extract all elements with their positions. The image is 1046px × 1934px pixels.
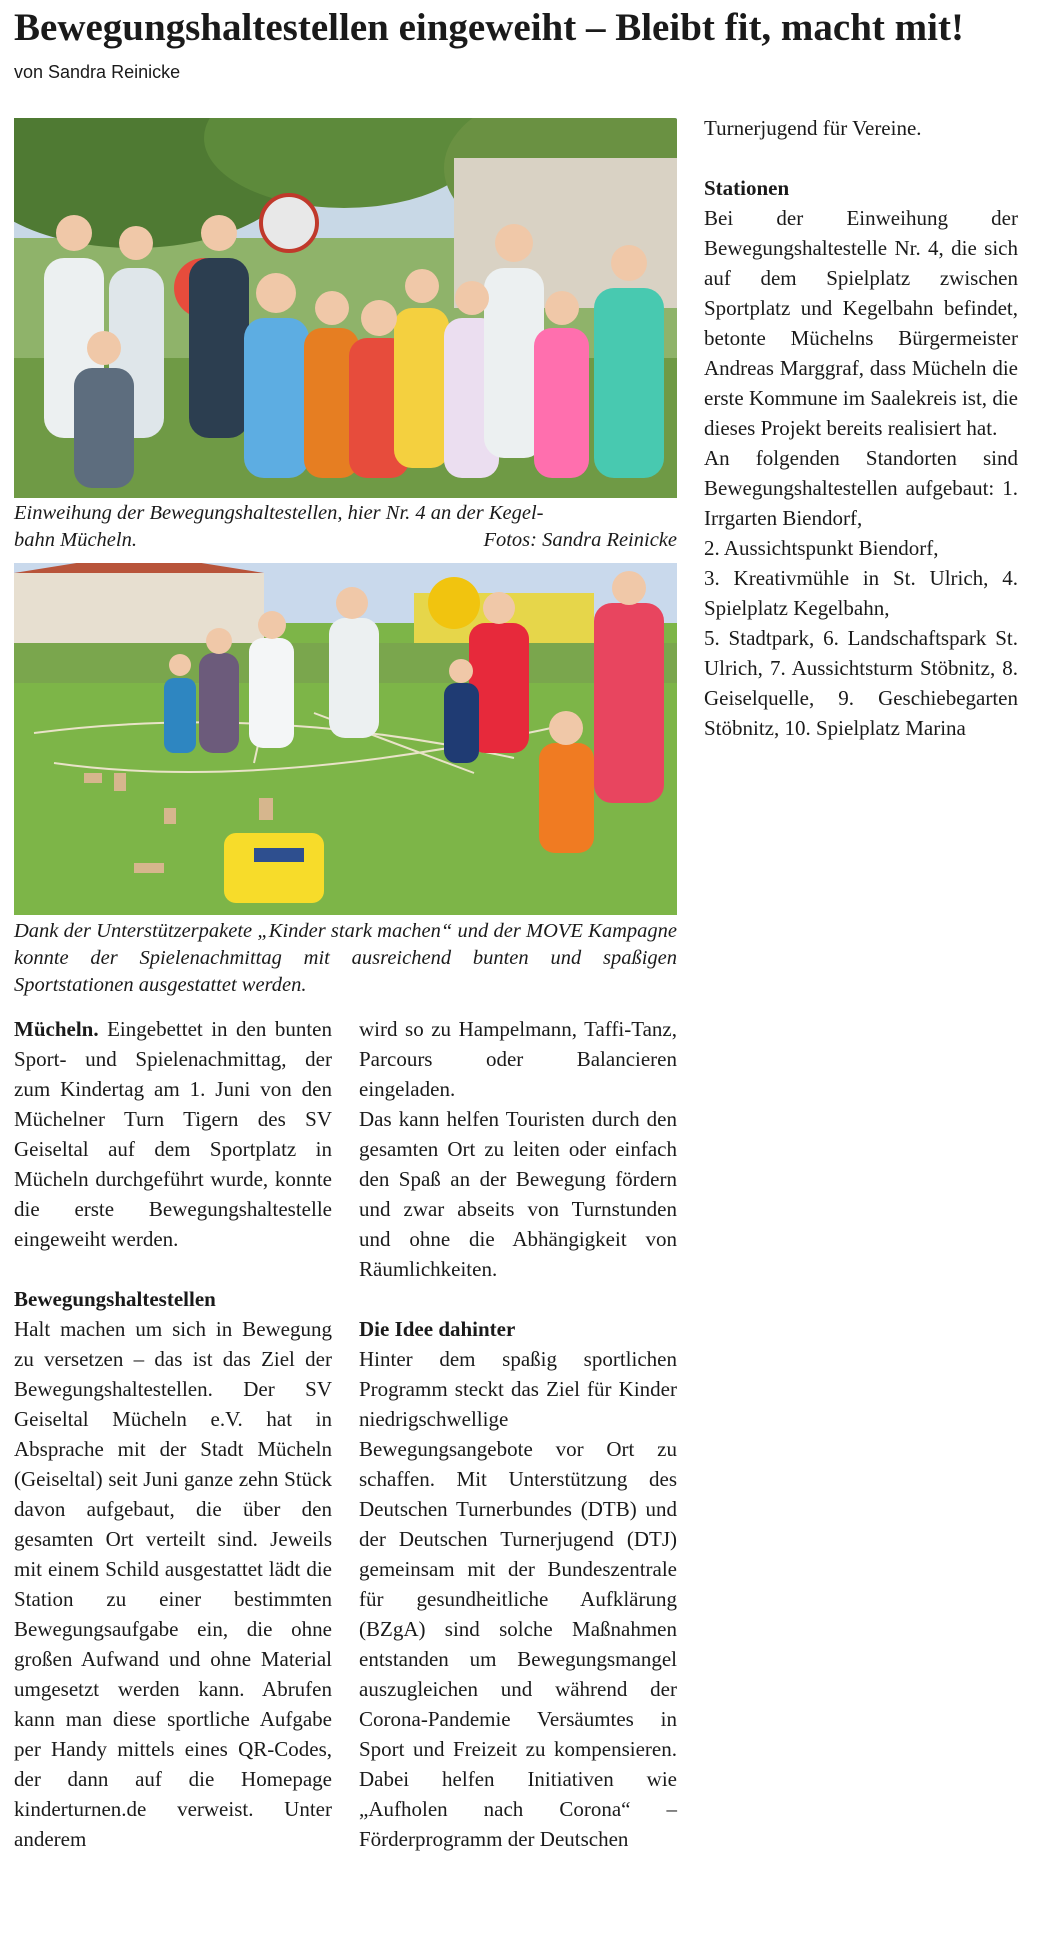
paragraph-locations-intro: An folgenden Standorten sind Bewegungshaltestellen aufgebaut: 1. Irrgarten Biendorf, <box>704 446 1018 530</box>
section-body-idee: Hinter dem spaßig sportlichen Programm steckt das Ziel für Kinder niedrigschwellige Bewegungsangebote vor Ort zu schaffen. Mit Unterstützung des Deutschen Turnerbundes (DTB) und der Deutschen Turnerjugend (DTJ) gemeinsam mit der Bundeszentrale für gesundheitliche Aufklärung (BZgA) sind solche Maßnahmen entstanden um Bewegungsmangel auszugleichen und während der Corona-Pandemie Versäumtes in Sport und Freizeit zu kompensieren. Dabei helfen Initiativen wie „Aufholen nach Corona“ – Förderprogramm der Deutschen <box>359 1347 677 1851</box>
photo1-caption-line1: Einweihung der Bewegungshaltestellen, hier Nr. 4 an der Kegel- <box>14 502 544 524</box>
section-heading-idee: Die Idee dahinter <box>359 1317 516 1341</box>
section-heading-stationen: Stationen <box>704 176 790 200</box>
paragraph-inauguration: Bei der Einweihung der Bewegungshaltestelle Nr. 4, die sich auf dem Spielplatz zwischen Sportplatz und Kegelbahn befindet, betonte Müchelns Bürgermeister Andreas Marggraf, dass Mücheln die erste Kommune im Saalekreis ist, die dieses Projekt bereits realisiert hat. <box>704 206 1018 440</box>
paragraph-tourists: Das kann helfen Touristen durch den gesamten Ort zu leiten oder einfach den Spaß an der Bewegung fördern und zwar abseits von Turnstunden und ohne die Abhängigkeit von Räumlichkeiten. <box>359 1107 677 1281</box>
photo1-caption <box>14 500 677 554</box>
photo-credit: Fotos: Sandra Reinicke <box>483 529 677 551</box>
intro-paragraph <box>14 1014 332 1254</box>
section-body-bewegungshaltestellen: Halt machen um sich in Bewegung zu versetzen – das ist das Ziel der Bewegungshaltestellen. Der SV Geiseltal Mücheln e.V. hat in Absprache mit der Stadt Mücheln (Geiseltal) seit Juni ganze zehn Stück davon aufgebaut, die über den gesamten Ort verteilt sind. Jeweils mit einem Schild ausgestattet lädt die Station zu einer bestimmten Bewegungsaufgabe ein, die ohne großen Aufwand und ohne Material umgesetzt werden kann. Abrufen kann man diese sportliche Aufgabe per Handy mittels eines QR-Codes, der dann auf die Homepage kinderturnen.de verweist. Unter anderem <box>14 1317 332 1851</box>
field-games-photo <box>14 563 677 915</box>
article-byline: von Sandra Reinicke <box>14 62 181 82</box>
section-heading-bewegungshaltestellen: Bewegungshaltestellen <box>14 1287 216 1311</box>
dateline: Mücheln. <box>14 1017 99 1041</box>
article-column-1 <box>14 1014 332 1854</box>
paragraph-continuation: Turnerjugend für Vereine. <box>704 116 922 140</box>
article-column-2 <box>359 1014 677 1854</box>
location-list-item: 2. Aussichtspunkt Biendorf, <box>704 536 939 560</box>
photo1-caption-line2: bahn Mücheln. <box>14 529 137 551</box>
intro-text: Eingebettet in den bunten Sport- und Spielenachmittag, der zum Kindertag am 1. Juni von den Müchelner Turn Tigern des SV Geiseltal auf dem Sportplatz in Mücheln durchgeführt wurde, konnte die erste Bewegungshaltestelle eingeweiht werden. <box>14 1017 332 1251</box>
paragraph-exercises: wird so zu Hampelmann, Taffi-Tanz, Parcours oder Balancieren eingeladen. <box>359 1017 677 1101</box>
article-headline: Bewegungshaltestellen eingeweiht – Bleibt fit, macht mit! <box>14 6 964 49</box>
photo2-caption: Dank der Unterstützerpakete „Kinder stark machen“ und der MOVE Kampagne konnte der Spielenachmittag mit ausreichend bunten und spaßigen Sportstationen ausgestattet werden. <box>14 920 677 996</box>
location-list-item: 5. Stadtpark, 6. Landschaftspark St. Ulrich, 7. Aussichtsturm Stöbnitz, 8. Geiselquelle, 9. Geschiebegarten Stöbnitz, 10. Spielplatz Marina <box>704 626 1018 740</box>
location-list-item: 3. Kreativmühle in St. Ulrich, 4. Spielplatz Kegelbahn, <box>704 566 1018 620</box>
group-photo <box>14 118 677 498</box>
article-column-3 <box>704 113 1018 743</box>
